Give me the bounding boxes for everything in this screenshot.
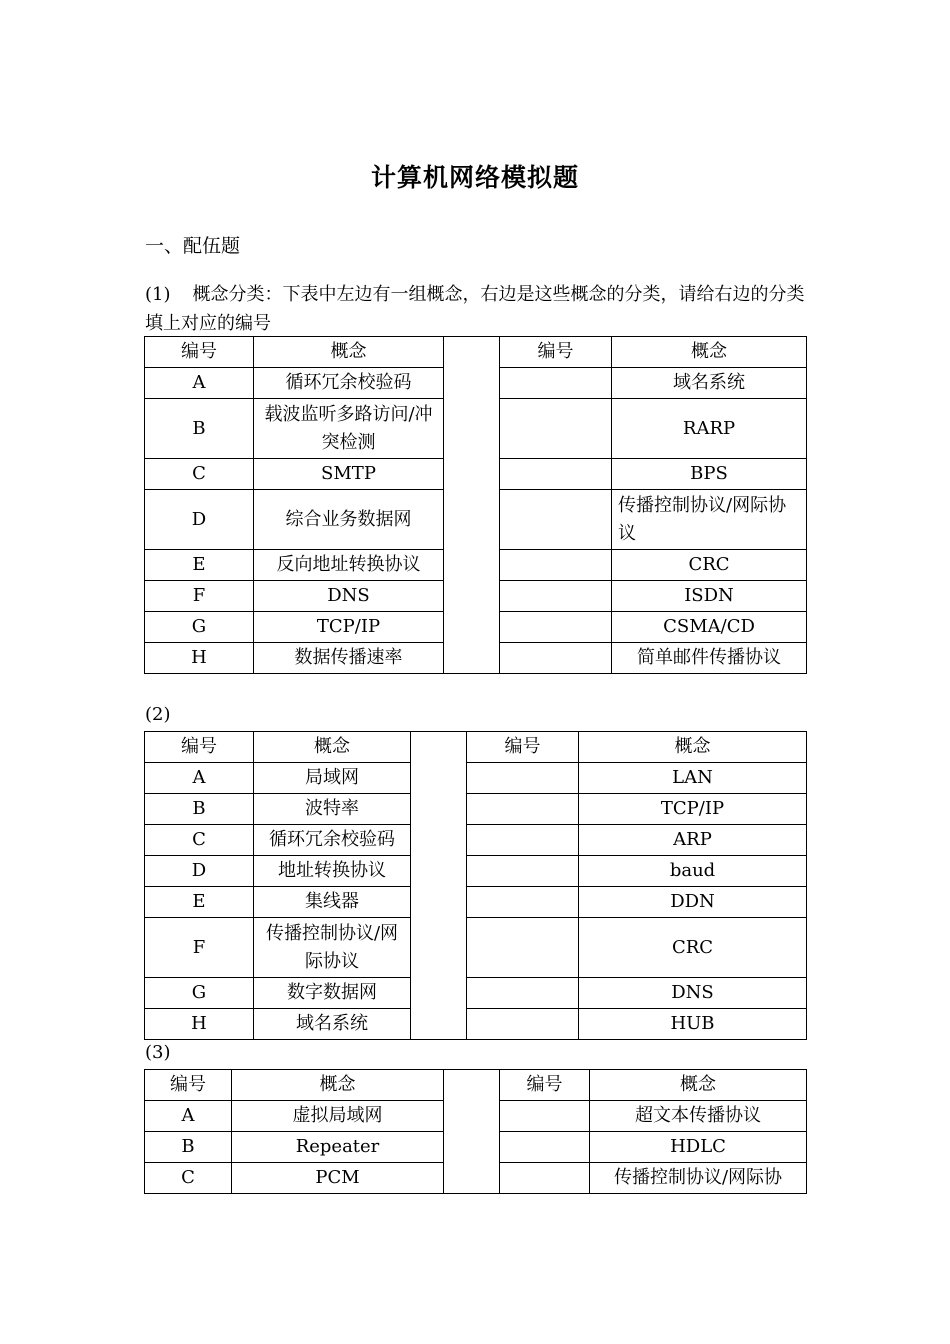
right-concept: CSMA/CD (612, 612, 807, 643)
answer-blank[interactable] (467, 918, 579, 978)
left-id: B (145, 1132, 232, 1163)
left-id: G (145, 612, 254, 643)
left-id: E (145, 550, 254, 581)
right-concept: 简单邮件传播协议 (612, 643, 807, 674)
answer-blank[interactable] (500, 581, 612, 612)
matching-table-2 (144, 731, 807, 1040)
q2-number: (2) (145, 704, 171, 725)
table-row (145, 918, 807, 978)
header-left-concept: 概念 (254, 337, 444, 368)
right-concept: LAN (579, 763, 807, 794)
left-concept: SMTP (254, 459, 444, 490)
header-left-concept: 概念 (232, 1070, 444, 1101)
spacer-column (411, 732, 467, 1040)
header-right-concept: 概念 (590, 1070, 807, 1101)
table-row (145, 978, 807, 1009)
left-id: H (145, 1009, 254, 1040)
left-concept: 综合业务数据网 (254, 490, 444, 550)
right-concept: DNS (579, 978, 807, 1009)
right-concept: 传播控制协议/网际协 (590, 1163, 807, 1194)
left-concept: 传播控制协议/网际协议 (254, 918, 411, 978)
q3-number: (3) (145, 1042, 171, 1063)
left-concept: 波特率 (254, 794, 411, 825)
left-id: D (145, 490, 254, 550)
answer-blank[interactable] (467, 856, 579, 887)
left-concept: 虚拟局域网 (232, 1101, 444, 1132)
left-id: C (145, 1163, 232, 1194)
page-title: 计算机网络模拟题 (370, 163, 579, 192)
left-concept: 循环冗余校验码 (254, 368, 444, 399)
left-concept: Repeater (232, 1132, 444, 1163)
header-left-concept: 概念 (254, 732, 411, 763)
q1-number: (1) (145, 284, 171, 305)
table-row (145, 1009, 807, 1040)
answer-blank[interactable] (467, 825, 579, 856)
left-concept: TCP/IP (254, 612, 444, 643)
right-concept: 传播控制协议/网际协议 (612, 490, 807, 550)
table-header-row (145, 732, 807, 763)
answer-blank[interactable] (500, 399, 612, 459)
left-concept: 局域网 (254, 763, 411, 794)
right-concept: 域名系统 (612, 368, 807, 399)
header-right-id: 编号 (500, 1070, 590, 1101)
header-left-id: 编号 (145, 1070, 232, 1101)
q1-instruction (145, 280, 810, 338)
left-id: C (145, 825, 254, 856)
right-concept: RARP (612, 399, 807, 459)
left-concept: 数字数据网 (254, 978, 411, 1009)
left-id: C (145, 459, 254, 490)
header-right-concept: 概念 (579, 732, 807, 763)
header-left-id: 编号 (145, 732, 254, 763)
right-concept: 超文本传播协议 (590, 1101, 807, 1132)
right-concept: TCP/IP (579, 794, 807, 825)
left-concept: 集线器 (254, 887, 411, 918)
left-id: F (145, 918, 254, 978)
right-concept: DDN (579, 887, 807, 918)
header-right-id: 编号 (500, 337, 612, 368)
answer-blank[interactable] (500, 612, 612, 643)
answer-blank[interactable] (500, 550, 612, 581)
answer-blank[interactable] (467, 978, 579, 1009)
left-concept: 循环冗余校验码 (254, 825, 411, 856)
right-concept: ISDN (612, 581, 807, 612)
left-concept: 载波监听多路访问/冲突检测 (254, 399, 444, 459)
table-row (145, 887, 807, 918)
left-id: B (145, 399, 254, 459)
left-id: A (145, 368, 254, 399)
matching-table-3 (144, 1069, 807, 1194)
header-right-concept: 概念 (612, 337, 807, 368)
left-concept: PCM (232, 1163, 444, 1194)
left-id: G (145, 978, 254, 1009)
table-row (145, 856, 807, 887)
right-concept: HUB (579, 1009, 807, 1040)
left-concept: 地址转换协议 (254, 856, 411, 887)
left-concept: 反向地址转换协议 (254, 550, 444, 581)
answer-blank[interactable] (500, 368, 612, 399)
table-header-row (145, 1070, 807, 1101)
answer-blank[interactable] (500, 643, 612, 674)
right-concept: baud (579, 856, 807, 887)
left-id: F (145, 581, 254, 612)
right-concept: HDLC (590, 1132, 807, 1163)
spacer-column (444, 1070, 500, 1194)
answer-blank[interactable] (500, 1163, 590, 1194)
answer-blank[interactable] (467, 763, 579, 794)
section-heading: 一、配伍题 (145, 235, 241, 257)
left-concept: 数据传播速率 (254, 643, 444, 674)
left-id: H (145, 643, 254, 674)
left-id: D (145, 856, 254, 887)
right-concept: BPS (612, 459, 807, 490)
answer-blank[interactable] (467, 794, 579, 825)
left-id: A (145, 1101, 232, 1132)
header-left-id: 编号 (145, 337, 254, 368)
q1-instruction-text: 概念分类：下表中左边有一组概念，右边是这些概念的分类，请给右边的分类填上对应的编号 (145, 284, 805, 334)
answer-blank[interactable] (500, 490, 612, 550)
answer-blank[interactable] (500, 1132, 590, 1163)
answer-blank[interactable] (500, 1101, 590, 1132)
right-concept: CRC (612, 550, 807, 581)
table-row (145, 825, 807, 856)
answer-blank[interactable] (500, 459, 612, 490)
table-row (145, 763, 807, 794)
right-concept: ARP (579, 825, 807, 856)
spacer-column (444, 337, 500, 674)
table-header-row (145, 337, 807, 368)
left-id: B (145, 794, 254, 825)
right-concept: CRC (579, 918, 807, 978)
answer-blank[interactable] (467, 887, 579, 918)
answer-blank[interactable] (467, 1009, 579, 1040)
matching-table-1 (144, 336, 807, 674)
left-id: A (145, 763, 254, 794)
left-id: E (145, 887, 254, 918)
left-concept: 域名系统 (254, 1009, 411, 1040)
left-concept: DNS (254, 581, 444, 612)
header-right-id: 编号 (467, 732, 579, 763)
table-row (145, 794, 807, 825)
